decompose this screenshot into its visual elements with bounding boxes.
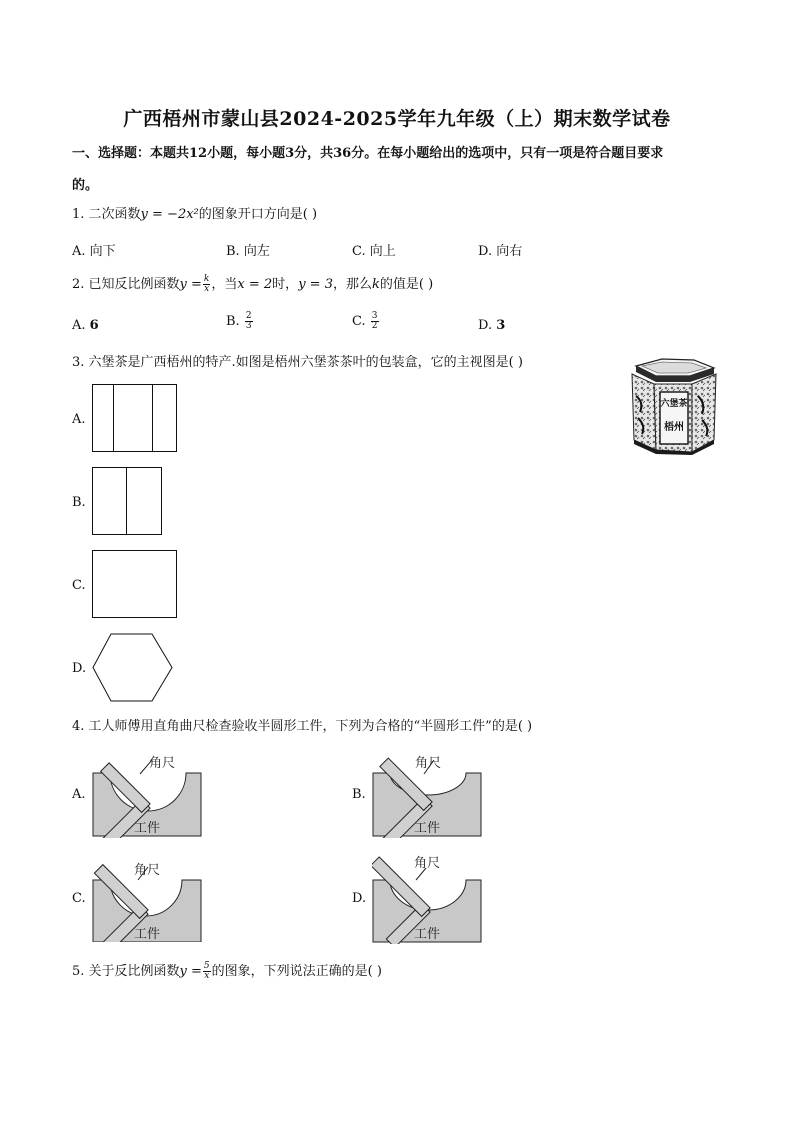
q2-option-c-den: 2 (371, 321, 378, 331)
q3-option-a-label[interactable]: A. (72, 412, 86, 427)
q4-a-work-label: 工件 (134, 821, 161, 836)
q2-option-d-label: D. (478, 318, 493, 333)
q2-option-c[interactable] (352, 312, 380, 331)
q2-suffix: ，那么 (332, 277, 372, 292)
q2-cond1: x = 2 (237, 277, 273, 292)
tea-box-label-top: 六堡茶 (660, 399, 688, 409)
q2-option-b-fraction (245, 312, 253, 331)
q1-prefix: 1. 二次函数 (72, 207, 141, 222)
q1-formula: y = −2x² (140, 207, 199, 222)
q4-option-c-label[interactable]: C. (72, 891, 86, 906)
q1-option-b[interactable]: B. 向左 (226, 244, 270, 259)
q5-frac-num: 5 (203, 961, 210, 971)
q2-option-a-label: A. (72, 318, 86, 333)
q3-option-a-figure[interactable] (92, 384, 178, 454)
tea-box-illustration (622, 356, 724, 456)
page-title: 广西梧州市蒙山县2024-2025学年九年级（上）期末数学试卷 (123, 108, 671, 130)
q2-option-b[interactable] (226, 312, 254, 331)
q3-option-d-figure[interactable] (92, 633, 174, 703)
q2-middle2: 时， (272, 277, 299, 292)
q2-middle: ，当 (211, 277, 238, 292)
tea-box-label-bottom: 梧州 (664, 422, 684, 433)
q2-suffix2: 的值是( ) (379, 277, 434, 292)
q3-option-b-figure[interactable] (92, 467, 164, 537)
section-intro-line1: 一、选择题：本题共12小题，每小题3分，共36分。在每小题给出的选项中，只有一项是符合题目要求 (72, 146, 664, 161)
q2-frac-den: x (204, 284, 210, 294)
q2-option-c-fraction (371, 312, 379, 331)
q2-option-c-label: C. (352, 314, 366, 329)
q2-prefix: 2. 已知反比例函数 (72, 277, 180, 292)
q4-option-c-figure[interactable] (92, 850, 204, 942)
q4-d-ruler-label: 角尺 (414, 856, 441, 871)
q4-option-b-figure[interactable] (372, 746, 484, 838)
question-2 (72, 275, 433, 294)
q4-a-ruler-label: 角尺 (149, 756, 176, 771)
q2-option-a[interactable] (72, 318, 99, 333)
q4-d-work-label: 工件 (414, 927, 441, 942)
q2-y-eq: y = (179, 277, 202, 292)
q2-kvar: k (371, 277, 380, 292)
q5-fraction (203, 962, 211, 981)
q3-option-c-figure[interactable] (92, 550, 178, 620)
q4-option-d-figure[interactable] (372, 850, 484, 944)
q1-option-d[interactable]: D. 向右 (478, 244, 523, 259)
q4-b-ruler-label: 角尺 (415, 756, 442, 771)
q2-fraction (203, 275, 210, 294)
q1-option-a[interactable]: A. 向下 (72, 244, 116, 259)
q4-option-a-label[interactable]: A. (72, 787, 86, 802)
q3-option-c-label[interactable]: C. (72, 578, 86, 593)
q3-option-b-label[interactable]: B. (72, 495, 86, 510)
q5-suffix: 的图象，下列说法正确的是( ) (211, 964, 382, 979)
section-intro-line2: 的。 (72, 178, 99, 193)
q2-frac-num: k (203, 274, 210, 284)
q5-frac-den: x (204, 971, 210, 981)
q5-y-eq: y = (179, 964, 202, 979)
q2-option-d[interactable] (478, 318, 505, 333)
question-4: 4. 工人师傅用直角曲尺检查验收半圆形工件，下列为合格的“半圆形工件”的是( ) (72, 719, 533, 734)
q4-c-work-label: 工件 (134, 927, 161, 942)
q4-option-a-figure[interactable] (92, 746, 204, 838)
q3-option-d-label[interactable]: D. (72, 661, 87, 676)
q2-option-d-value: 3 (496, 318, 506, 333)
question-1 (72, 206, 317, 224)
q1-suffix: 的图象开口方向是( ) (198, 207, 318, 222)
q4-option-d-label[interactable]: D. (352, 891, 367, 906)
question-5 (72, 962, 382, 981)
q2-option-c-num: 3 (371, 311, 378, 321)
q5-prefix: 5. 关于反比例函数 (72, 964, 180, 979)
q2-option-b-den: 3 (245, 321, 252, 331)
q2-cond2: y = 3 (298, 277, 333, 292)
q2-option-a-value: 6 (89, 318, 99, 333)
q2-option-b-num: 2 (245, 311, 252, 321)
q2-option-b-label: B. (226, 314, 240, 329)
q4-option-b-label[interactable]: B. (352, 787, 366, 802)
q4-b-work-label: 工件 (414, 821, 441, 836)
q1-option-c[interactable]: C. 向上 (352, 244, 396, 259)
q4-c-ruler-label: 角尺 (134, 863, 161, 878)
question-3: 3. 六堡茶是广西梧州的特产.如图是梧州六堡茶茶叶的包装盒，它的主视图是( ) (72, 355, 523, 370)
